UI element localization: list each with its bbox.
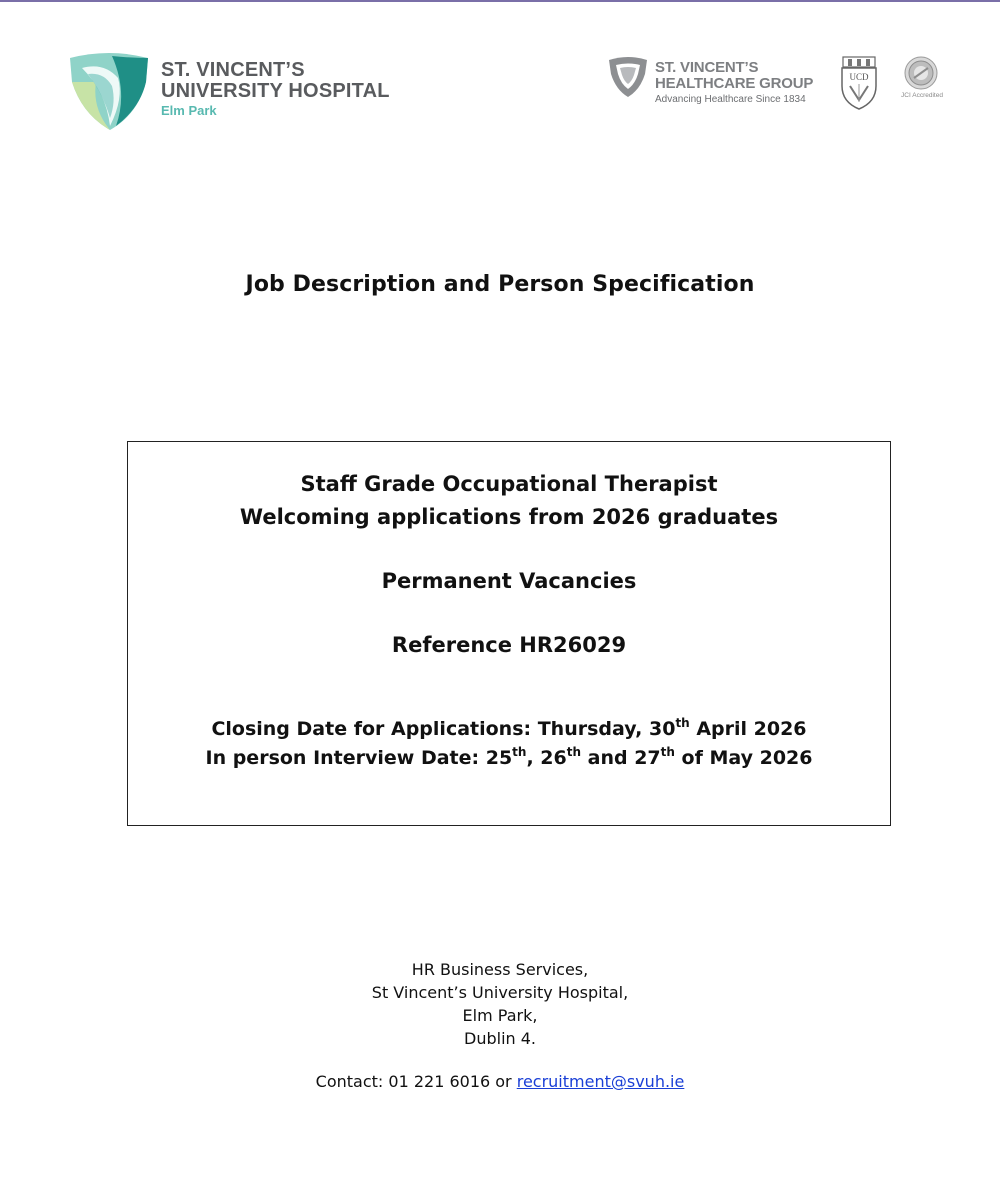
svuh-logo-text	[161, 60, 390, 119]
document-title: Job Description and Person Specification	[245, 272, 755, 297]
address-line3: Elm Park,	[462, 1006, 538, 1025]
address-line4: Dublin 4.	[464, 1029, 536, 1048]
group-logo-line1: ST. VINCENT’S	[655, 59, 759, 76]
closing-date	[128, 718, 890, 740]
interview-suffix-3: th	[660, 745, 675, 759]
reference-number: Reference HR26029	[391, 633, 627, 657]
svuh-logo-line1: ST. VINCENT’S	[161, 59, 305, 81]
interview-suffix-2: th	[566, 745, 582, 759]
closing-date-rest: April 2026	[689, 718, 807, 740]
ucd-crest-text: UCD	[849, 72, 869, 82]
group-logo-line2: HEALTHCARE GROUP	[655, 75, 814, 92]
interview-suffix-1: th	[512, 745, 527, 759]
interview-label: In person Interview Date: 25	[205, 747, 513, 769]
svuh-logo	[68, 52, 398, 134]
hr-address	[0, 958, 1000, 1050]
role-title: Staff Grade Occupational Therapist	[300, 472, 718, 496]
recruitment-email-link[interactable]: recruitment@svuh.ie	[516, 1072, 685, 1091]
address-line1: HR Business Services,	[411, 960, 589, 979]
healthcare-group-logo	[608, 56, 822, 114]
jci-caption: JCI Accredited	[901, 92, 943, 99]
jci-seal-icon	[904, 56, 938, 90]
svuh-logo-location: Elm Park	[161, 103, 217, 118]
group-logo-text	[655, 60, 813, 107]
interview-mid-1: , 26	[526, 747, 567, 769]
job-details-box	[127, 441, 891, 826]
address-line2: St Vincent’s University Hospital,	[371, 983, 629, 1002]
ucd-crest-icon	[840, 56, 878, 110]
contact-prefix: Contact: 01 221 6016 or	[315, 1072, 517, 1091]
svuh-logo-line2: UNIVERSITY HOSPITAL	[161, 80, 390, 102]
contact-line	[0, 1072, 1000, 1091]
top-border-line	[0, 0, 1000, 2]
jci-accreditation-seal	[898, 56, 946, 106]
interview-rest: of May 2026	[674, 747, 813, 769]
graduates-line: Welcoming applications from 2026 graduates	[239, 505, 779, 529]
interview-dates	[128, 747, 890, 769]
group-shield-icon	[608, 56, 648, 98]
closing-date-suffix: th	[675, 716, 690, 730]
svuh-shield-icon	[68, 52, 150, 132]
interview-mid-2: and 27	[581, 747, 661, 769]
group-logo-tagline: Advancing Healthcare Since 1834	[655, 94, 806, 105]
closing-date-label: Closing Date for Applications: Thursday, 30	[211, 718, 676, 740]
vacancy-type: Permanent Vacancies	[381, 569, 637, 593]
